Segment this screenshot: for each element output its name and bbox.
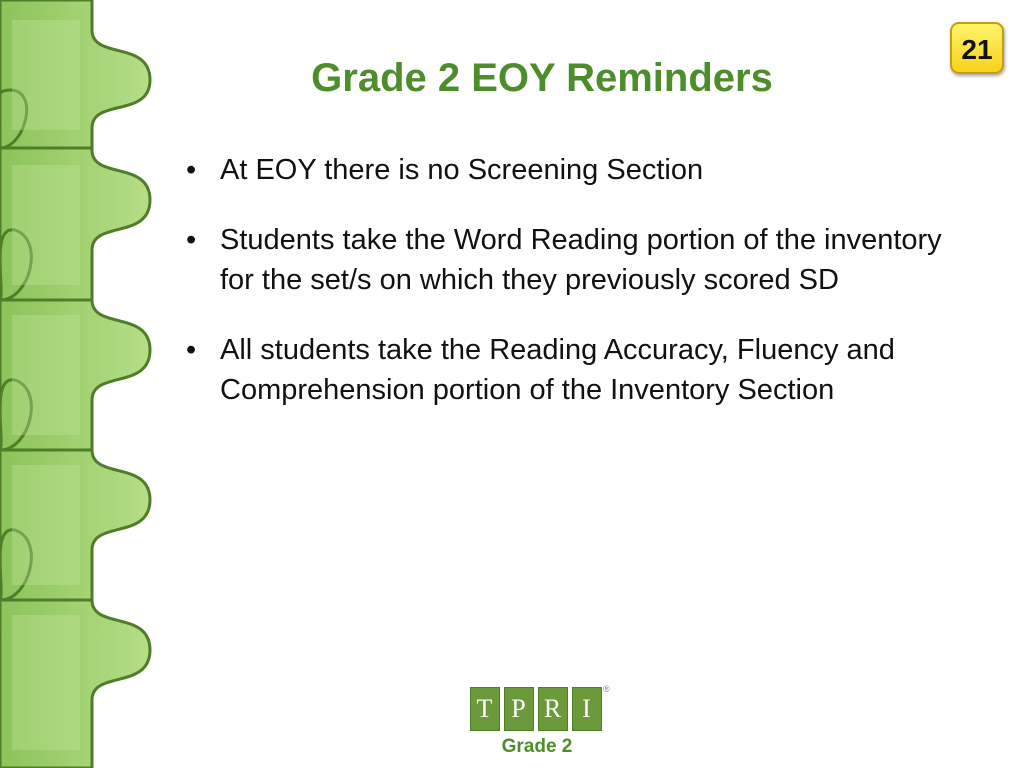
bullet-item: • All students take the Reading Accuracy, Fluency and Comprehension portion of the Inventory Section — [180, 330, 980, 410]
slide-title: Grade 2 EOY Reminders — [311, 56, 773, 100]
bullet-item: • At EOY there is no Screening Section — [180, 150, 980, 190]
bullet-item: • Students take the Word Reading portion of the inventory for the set/s on which they previously scored SD — [180, 220, 980, 300]
logo-letter: I — [572, 687, 602, 731]
puzzle-border-decoration — [0, 0, 160, 768]
logo-letter: T — [470, 687, 500, 731]
registered-mark: ® — [603, 684, 610, 694]
bullet-list — [180, 150, 980, 440]
logo-letter: P — [504, 687, 534, 731]
logo-grade-label: Grade 2 — [501, 736, 573, 757]
slide-number-badge: 21 — [950, 22, 1004, 74]
logo-letters — [470, 687, 606, 731]
logo-letter: R — [538, 687, 568, 731]
tpri-logo — [470, 684, 615, 762]
